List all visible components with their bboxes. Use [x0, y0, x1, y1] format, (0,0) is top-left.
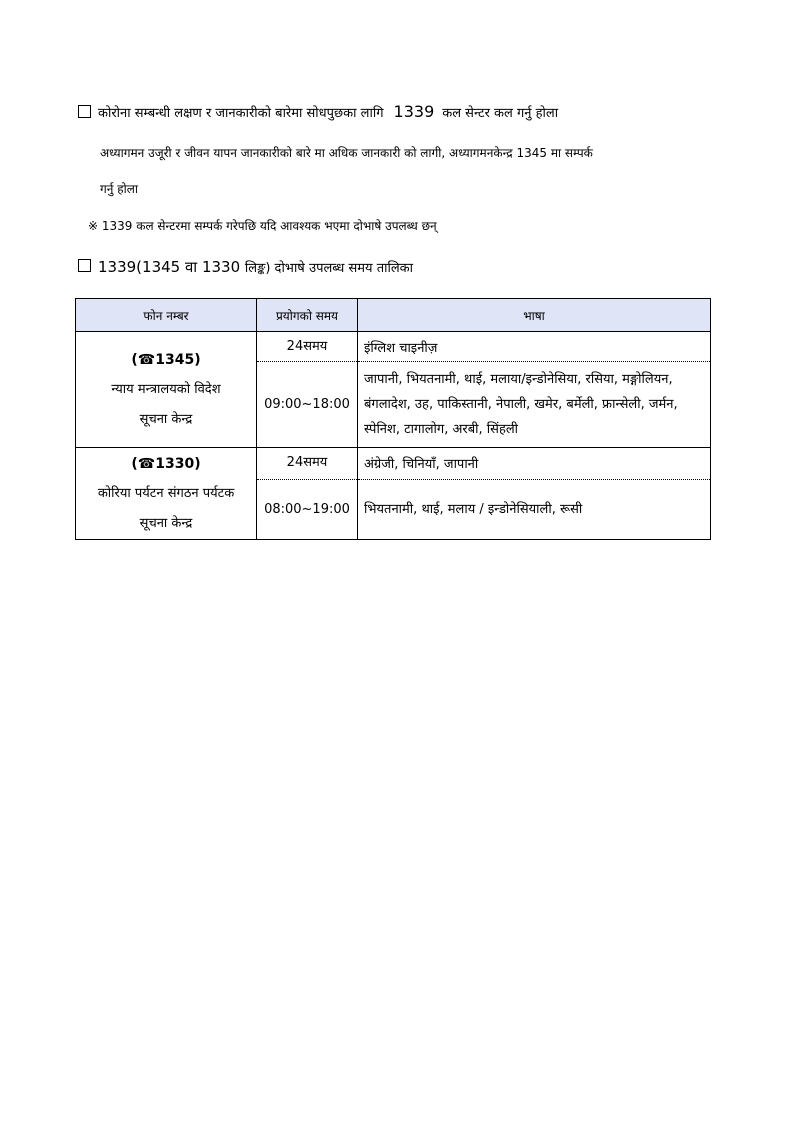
phone-number-1345: (☎1345) [131, 351, 201, 368]
org-name-line1: कोरिया पर्यटन संगठन पर्यटक [97, 485, 235, 501]
org-name-line2: सूचना केन्द्र [139, 515, 193, 531]
interpreter-schedule-table [75, 298, 711, 540]
language-cell: अंग्रेजी, चिनियाँ, जापानी [358, 448, 711, 480]
time-cell: 24समय [257, 448, 358, 480]
phone-number-1330: (☎1330) [131, 455, 201, 472]
time-cell: 08:00~19:00 [257, 480, 358, 540]
schedule-title: लिङ्क) दोभाषे उपलब्ध समय तालिका [244, 261, 414, 276]
bullet-interpreter-schedule [78, 258, 413, 277]
table-header-row [76, 299, 711, 332]
language-cell: इंग्लिश चाइनीज़ [358, 332, 711, 362]
org-cell-1345 [76, 332, 257, 448]
language-cell: जापानी, भियतनामी, थाई, मलाया/इन्डोनेसिया, रसिया, मङ्गोलियन, बंगलादेश, उह, पाकिस्तानी, नेपाली, खमेर, बर्मेली, फ्रान्सेली, जर्मन, स्पेनिश, टागालोग, अरबी, सिंहली [358, 362, 711, 448]
immigration-info-line1: अध्यागमन उजूरी र जीवन यापन जानकारीको बारे मा अधिक जानकारी को लागी, अध्यागमनकेन्द्र 1345 मा सम्पर्क [100, 146, 593, 160]
table-row [76, 448, 711, 480]
language-cell: भियतनामी, थाई, मलाय / इन्डोनेसियाली, रूसी [358, 480, 711, 540]
callcenter-number: 1339 [393, 102, 435, 121]
org-cell-1330 [76, 448, 257, 540]
header-time: प्रयोगको समय [257, 299, 358, 332]
bullet-corona-callcenter [78, 102, 558, 122]
org-name-line1: न्याय मन्त्रालयको विदेश [111, 381, 221, 397]
immigration-info-line2: गर्नु होला [100, 182, 138, 196]
interpreter-note: ※ 1339 कल सेन्टरमा सम्पर्क गरेपछि यदि आवश्यक भएमा दोभाषे उपलब्ध छन् [88, 219, 437, 233]
bullet-text-before: कोरोना सम्बन्धी लक्षण र जानकारीको बारेमा सोधपुछका लागि [98, 106, 384, 121]
header-phone: फोन नम्बर [76, 299, 257, 332]
square-bullet-icon [78, 105, 91, 118]
table-row [76, 332, 711, 362]
bullet-text-after: कल सेन्टर कल गर्नु होला [442, 106, 559, 121]
time-cell: 24समय [257, 332, 358, 362]
header-language: भाषा [358, 299, 711, 332]
square-bullet-icon [78, 259, 91, 272]
schedule-numbers: 1339(1345 वा 1330 [98, 258, 241, 276]
time-cell: 09:00~18:00 [257, 362, 358, 448]
org-name-line2: सूचना केन्द्र [139, 411, 193, 427]
